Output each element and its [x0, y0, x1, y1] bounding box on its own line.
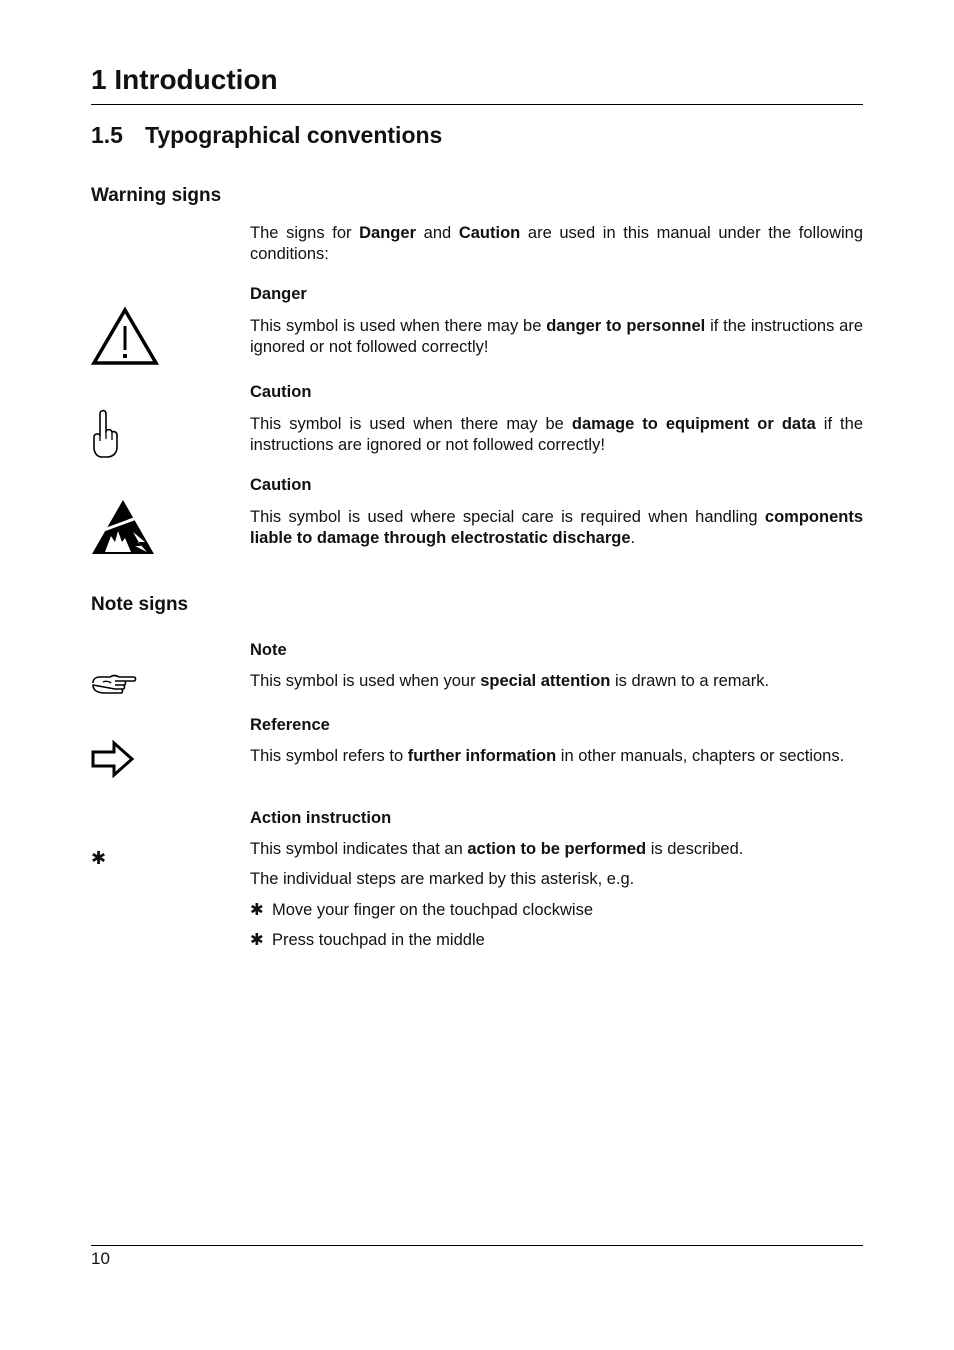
warning-triangle-icon — [91, 306, 159, 371]
step-asterisk-icon: ✱ — [250, 931, 264, 949]
header-rule — [91, 104, 863, 105]
chapter-title: 1 Introduction — [91, 64, 278, 95]
caution-esd-text: This symbol is used where special care is required when handling components liable to damage through electrostatic discharge. — [250, 508, 863, 547]
danger-text: This symbol is used when there may be danger to personnel if the instructions are ignored or not followed correctly! — [250, 317, 863, 356]
esd-hand-icon — [91, 498, 155, 561]
warning-intro-text: The signs for Danger and Caution are used in this manual under the following conditions: — [250, 224, 863, 263]
note-signs-heading: Note signs — [91, 594, 189, 615]
action-heading: Action instruction — [250, 809, 392, 827]
footer-rule — [91, 1245, 863, 1246]
action-step — [250, 900, 593, 921]
action-steps-intro: The individual steps are marked by this asterisk, e.g. — [250, 870, 635, 888]
step-text: Move your finger on the touchpad clockwise — [272, 901, 594, 919]
note-text: This symbol is used when your special attention is drawn to a remark. — [250, 672, 770, 690]
action-step — [250, 930, 485, 951]
warning-signs-heading: Warning signs — [91, 185, 222, 206]
section-heading — [91, 122, 442, 149]
pointing-hand-icon — [91, 673, 137, 704]
step-text: Press touchpad in the middle — [272, 931, 485, 949]
section-number: 1.5 — [91, 122, 123, 148]
reference-text: This symbol refers to further information in other manuals, chapters or sections. — [250, 747, 845, 765]
reference-heading: Reference — [250, 716, 330, 734]
outline-arrow-icon — [91, 740, 135, 783]
step-asterisk-icon: ✱ — [250, 901, 264, 919]
page-number: 10 — [91, 1249, 110, 1268]
danger-heading: Danger — [250, 285, 307, 303]
action-text: This symbol indicates that an action to be performed is described. — [250, 840, 744, 858]
section-title: Typographical conventions — [145, 122, 443, 148]
caution-esd-heading: Caution — [250, 476, 312, 494]
caution-text: This symbol is used when there may be damage to equipment or data if the instructions are ignored or not followed correctly! — [250, 415, 863, 454]
caution-heading: Caution — [250, 383, 312, 401]
note-heading: Note — [250, 641, 287, 659]
asterisk-icon: ✱ — [91, 848, 107, 869]
raised-finger-icon — [91, 409, 119, 464]
